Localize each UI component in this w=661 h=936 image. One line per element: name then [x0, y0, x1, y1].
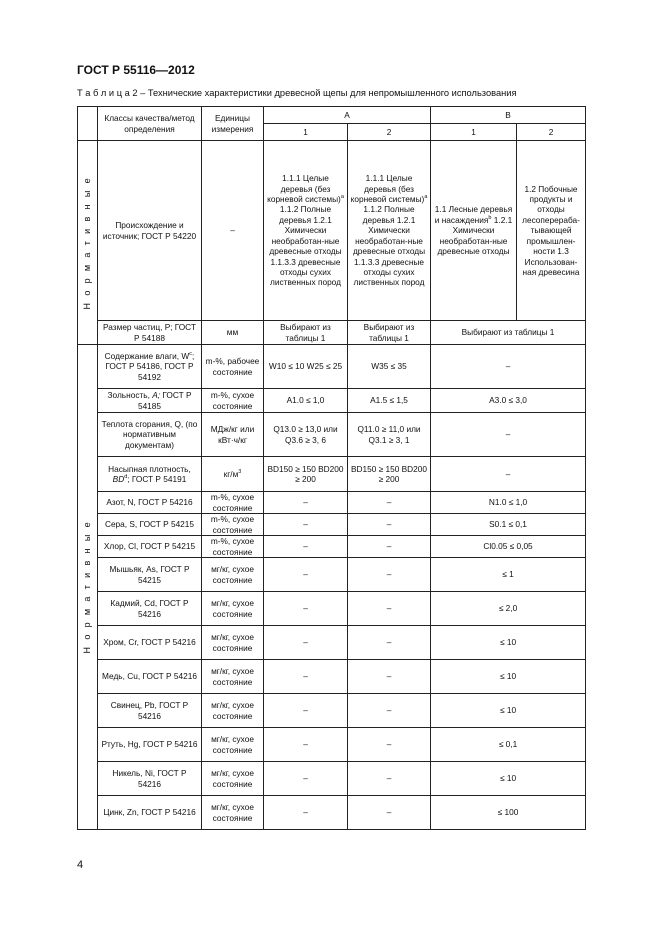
cell-property: Кадмий, Cd, ГОСТ Р 54216 [98, 592, 202, 626]
cell-property: Никель, Ni, ГОСТ Р 54216 [98, 762, 202, 796]
cell-property: Азот, N, ГОСТ Р 54216 [98, 492, 202, 514]
header-class-b: В [431, 107, 586, 124]
cell-a2: – [348, 492, 431, 514]
group-label-cell [78, 345, 98, 830]
cell-unit: мг/кг, сухое состояние [202, 558, 264, 592]
table-caption: Т а б л и ц а 2 – Технические характеристики древесной щепы для непромышленного использования [77, 88, 517, 98]
cell-a1: – [264, 492, 348, 514]
cell-b: – [431, 457, 586, 492]
header-b2: 2 [517, 124, 586, 141]
table-row [78, 413, 586, 457]
table-row [78, 558, 586, 592]
cell-property: Теплота сгорания, Q, (по нормативным документам) [98, 413, 202, 457]
cell-a1: – [264, 728, 348, 762]
cell-unit: мг/кг, сухое состояние [202, 796, 264, 830]
page-number: 4 [77, 859, 84, 871]
cell-a2: Q11.0 ≥ 11,0 или Q3.1 ≥ 3, 1 [348, 413, 431, 457]
cell-property: Насыпная плотность, $BD^d$; ГОСТ Р 54191 [98, 457, 202, 492]
cell-a1: – [264, 762, 348, 796]
cell-b: S0.1 ≤ 0,1 [431, 514, 586, 536]
cell-a1: Q13.0 ≥ 13,0 или Q3.6 ≥ 3, 6 [264, 413, 348, 457]
header-classes: Классы качества/метод определения [98, 107, 202, 141]
cell-a1: – [264, 694, 348, 728]
cell-unit: m-%, сухое состояние [202, 389, 264, 413]
table-row [78, 728, 586, 762]
cell-a2: – [348, 762, 431, 796]
cell-property: Хлор, Cl, ГОСТ Р 54215 [98, 536, 202, 558]
cell-a2: W35 ≤ 35 [348, 345, 431, 389]
cell-b: ≤ 0,1 [431, 728, 586, 762]
cell-property: Размер частиц, Р; ГОСТ Р 54188 [98, 321, 202, 345]
cell-a1: – [264, 660, 348, 694]
table-row [78, 796, 586, 830]
header-units: Единицы измерения [202, 107, 264, 141]
table-row [78, 514, 586, 536]
cell-a1: – [264, 592, 348, 626]
cell-unit: мг/кг, сухое состояние [202, 762, 264, 796]
cell-property: Ртуть, Hg, ГОСТ Р 54216 [98, 728, 202, 762]
header-class-a: А [264, 107, 431, 124]
cell-a2: – [348, 660, 431, 694]
group-label-normative: Н о р м а т и в н ы е [82, 520, 93, 654]
cell-a1: 1.1.1 Целые деревья (без корневой системы)$^a$ 1.1.2 Полные деревья 1.2.1 Химически необработан-ные древесные отходы 1.1.3.3 древесные отходы сухих лиственных пород [264, 141, 348, 321]
cell-a2: – [348, 592, 431, 626]
cell-unit: мг/кг, сухое состояние [202, 592, 264, 626]
cell-unit: m-%, сухое состояние [202, 514, 264, 536]
cell-a2: Выбирают из таблицы 1 [348, 321, 431, 345]
cell-b: Cl0.05 ≤ 0,05 [431, 536, 586, 558]
cell-a2: – [348, 694, 431, 728]
cell-property: Свинец, Pb, ГОСТ Р 54216 [98, 694, 202, 728]
cell-b: ≤ 10 [431, 626, 586, 660]
table-row [78, 389, 586, 413]
cell-unit: МДж/кг или кВт·ч/кг [202, 413, 264, 457]
cell-property: Происхождение и источник; ГОСТ Р 54220 [98, 141, 202, 321]
cell-a2: – [348, 536, 431, 558]
cell-a1: – [264, 536, 348, 558]
cell-b: ≤ 1 [431, 558, 586, 592]
cell-property: Сера, S, ГОСТ Р 54215 [98, 514, 202, 536]
cell-b: – [431, 345, 586, 389]
cell-unit: m-%, сухое состояние [202, 492, 264, 514]
cell-b: ≤ 10 [431, 694, 586, 728]
cell-b2: 1.2 Побочные продукты и отходы лесоперераба-тывающей промышлен-ности 1.3 Использован-ная древесина [517, 141, 586, 321]
cell-a2: – [348, 514, 431, 536]
table-row [78, 626, 586, 660]
cell-a2: – [348, 626, 431, 660]
cell-b: – [431, 413, 586, 457]
cell-a1: – [264, 626, 348, 660]
table-row [78, 694, 586, 728]
table-row [78, 321, 586, 345]
cell-b: Выбирают из таблицы 1 [431, 321, 586, 345]
table-row [78, 141, 586, 321]
group-label-normative: Н о р м а т и в н ы е [82, 175, 93, 310]
cell-property: Зольность, А; ГОСТ Р 54185 [98, 389, 202, 413]
table-row [78, 660, 586, 694]
cell-unit: m-%, рабочее состояние [202, 345, 264, 389]
cell-property: Медь, Cu, ГОСТ Р 54216 [98, 660, 202, 694]
cell-a1: BD150 ≥ 150 BD200 ≥ 200 [264, 457, 348, 492]
cell-a2: – [348, 796, 431, 830]
characteristics-table [77, 106, 586, 830]
table-row [78, 345, 586, 389]
cell-b: ≤ 10 [431, 762, 586, 796]
cell-unit: мг/кг, сухое состояние [202, 728, 264, 762]
table-row [78, 536, 586, 558]
cell-property: Хром, Cr, ГОСТ Р 54216 [98, 626, 202, 660]
cell-property: Мышьяк, As, ГОСТ Р 54215 [98, 558, 202, 592]
cell-a2: – [348, 728, 431, 762]
cell-b: N1.0 ≤ 1,0 [431, 492, 586, 514]
group-label-cell [78, 141, 98, 345]
header-row [78, 107, 586, 124]
cell-b: A3.0 ≤ 3,0 [431, 389, 586, 413]
cell-a1: A1.0 ≤ 1,0 [264, 389, 348, 413]
cell-unit: мг/кг, сухое состояние [202, 660, 264, 694]
table-row [78, 492, 586, 514]
cell-unit: мг/кг, сухое состояние [202, 626, 264, 660]
table-row [78, 762, 586, 796]
cell-unit: $кг/м^3$ [202, 457, 264, 492]
cell-a1: Выбирают из таблицы 1 [264, 321, 348, 345]
cell-a2: – [348, 558, 431, 592]
cell-a2: 1.1.1 Целые деревья (без корневой системы)$^a$ 1.1.2 Полные деревья 1.2.1 Химически необработан-ные древесные отходы 1.1.3.3 древесные отходы сухих лиственных пород [348, 141, 431, 321]
header-b1: 1 [431, 124, 517, 141]
cell-a1: – [264, 514, 348, 536]
header-a2: 2 [348, 124, 431, 141]
header-corner-cell [78, 107, 98, 141]
cell-b: ≤ 2,0 [431, 592, 586, 626]
cell-b1: 1.1 Лесные деревья и насаждения$^b$ 1.2.1 Химически необработан-ные древесные отходы [431, 141, 517, 321]
cell-property: Содержание влаги, $W^c$; ГОСТ Р 54186, ГОСТ Р 54192 [98, 345, 202, 389]
cell-a1: W10 ≤ 10 W25 ≤ 25 [264, 345, 348, 389]
header-a1: 1 [264, 124, 348, 141]
cell-unit: мм [202, 321, 264, 345]
document-title: ГОСТ Р 55116—2012 [77, 63, 195, 77]
cell-a1: – [264, 796, 348, 830]
cell-unit: мг/кг, сухое состояние [202, 694, 264, 728]
cell-a2: BD150 ≥ 150 BD200 ≥ 200 [348, 457, 431, 492]
cell-unit: – [202, 141, 264, 321]
cell-b: ≤ 100 [431, 796, 586, 830]
cell-a2: A1.5 ≤ 1,5 [348, 389, 431, 413]
cell-a1: – [264, 558, 348, 592]
cell-unit: m-%, сухое состояние [202, 536, 264, 558]
table-row [78, 457, 586, 492]
cell-property: Цинк, Zn, ГОСТ Р 54216 [98, 796, 202, 830]
cell-b: ≤ 10 [431, 660, 586, 694]
table-row [78, 592, 586, 626]
